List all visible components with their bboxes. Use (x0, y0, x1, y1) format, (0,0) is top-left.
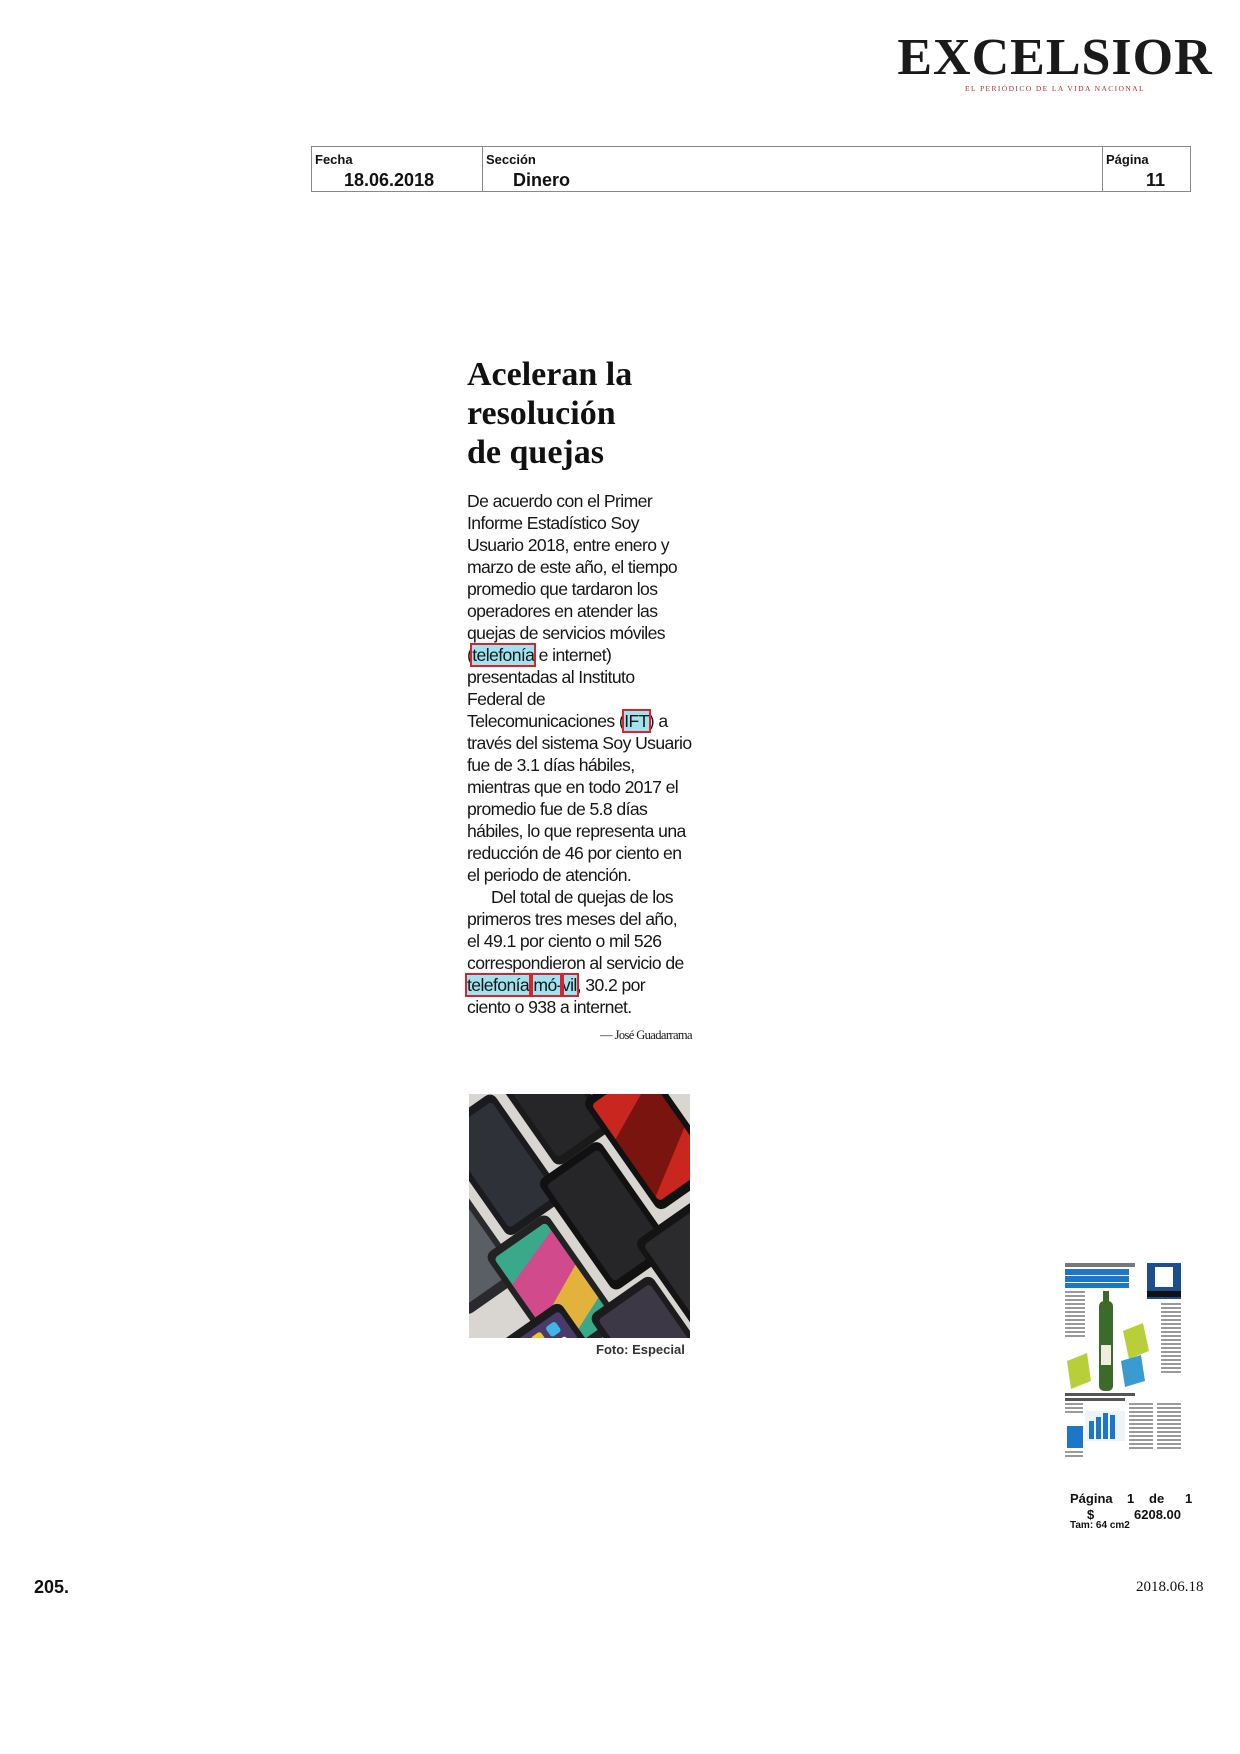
highlighted-term: telefonía (472, 645, 535, 665)
highlighted-term: mó- (533, 975, 562, 995)
of-label: de (1149, 1491, 1165, 1506)
text-run: , 30.2 por ciento o 938 a internet. (467, 975, 646, 1017)
article-byline: — José Guadarrama (600, 1028, 692, 1042)
text-run: De acuerdo con el Primer Informe Estadístico Soy Usuario 2018, entre enero y marzo de este año, el tiempo promedio que tardaron los operadores en atender las quejas de servicios móviles ( (467, 491, 678, 665)
seccion-cell (483, 147, 1103, 191)
pagina-label: Página (1070, 1491, 1113, 1506)
masthead-name: EXCELSIOR (897, 29, 1213, 86)
pagina-label: Página (1106, 152, 1149, 167)
seccion-label: Sección (486, 152, 536, 167)
size-row (1070, 1520, 1200, 1539)
highlighted-term: vil (561, 975, 577, 995)
text-run: Del total de quejas de los primeros tres meses del año, el 49.1 por ciento o mil 526 correspondieron al servicio de (467, 887, 684, 973)
paragraph-2 (467, 886, 692, 1018)
article-photo (469, 1094, 690, 1338)
document-date: 2018.06.18 (1136, 1579, 1204, 1595)
metadata-table (311, 146, 1191, 192)
masthead-tagline: EL PERIÓDICO DE LA VIDA NACIONAL (964, 84, 1145, 93)
masthead-logo (880, 29, 1230, 93)
page-thumbnail (1063, 1261, 1183, 1461)
smartphones-illustration (469, 1094, 690, 1338)
amount-value: 6208.00 (1134, 1507, 1181, 1522)
article (467, 355, 692, 1046)
pagina-cell (1103, 147, 1190, 191)
headline-line: Aceleran la (467, 356, 633, 393)
page-info (1070, 1491, 1200, 1539)
page-total: 1 (1185, 1491, 1193, 1506)
text-run: e internet) presentadas al Instituto Federal de Telecomunicaciones ( (467, 645, 635, 731)
page-thumbnail-image (1063, 1261, 1183, 1461)
highlighted-term: IFT (624, 711, 649, 731)
seccion-value: Dinero (513, 170, 571, 190)
highlighted-term: telefonía (467, 975, 530, 995)
currency-symbol: $ (1087, 1507, 1095, 1522)
pagina-value: 11 (1146, 170, 1166, 190)
text-run: ) a través del sistema Soy Usuario fue de 3.1 días hábiles, mientras que en todo 2017 el promedio fue de 5.8 días hábiles, lo que representa una reducción de 46 por ciento en el periodo de atención. (467, 711, 692, 885)
page-count-row (1070, 1491, 1200, 1507)
headline-line: de quejas (467, 434, 604, 471)
headline-line: resolución (467, 395, 616, 432)
fecha-value: 18.06.2018 (344, 170, 435, 190)
document-number: 205. (34, 1577, 70, 1597)
photo-credit: Foto: Especial (596, 1342, 685, 1357)
article-headline (467, 355, 692, 472)
page-number: 1 (1127, 1491, 1135, 1506)
fecha-cell (312, 147, 483, 191)
article-body (467, 490, 692, 1046)
paragraph-1 (467, 490, 692, 886)
size-value: Tam: 64 cm2 (1070, 1520, 1130, 1531)
fecha-label: Fecha (315, 152, 353, 167)
